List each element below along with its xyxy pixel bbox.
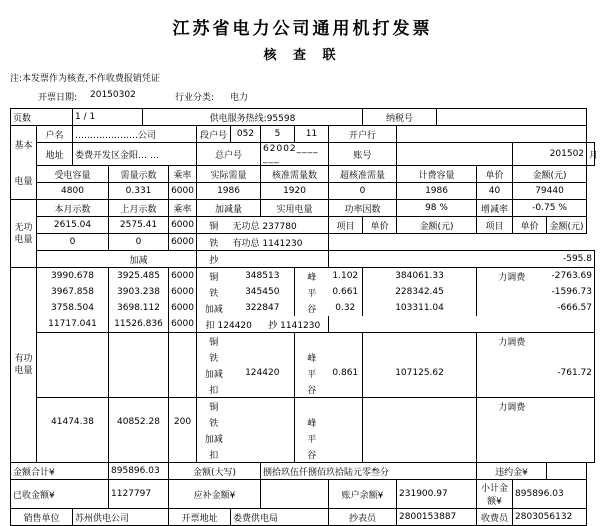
wugong-r1-金额: 金额(元) xyxy=(397,217,477,234)
invoice-page xyxy=(0,14,605,524)
yg-b2-v4 xyxy=(231,381,295,398)
yg-b3-c2-blank xyxy=(109,398,169,415)
segment-value-2: 5 xyxy=(261,126,295,143)
wugong-r3-blank1 xyxy=(37,251,109,268)
subtotal-label: 小计金额¥ xyxy=(477,480,513,509)
received-label: 已收金额¥ xyxy=(11,480,109,509)
account-value xyxy=(397,126,587,143)
yg-r4-c4: 扣 124420 xyxy=(197,316,261,333)
yg-b2-blank6 xyxy=(169,349,197,365)
yg-b2-label-1: 铜 xyxy=(197,333,231,350)
table-row xyxy=(11,183,595,200)
th-加减量: 加减量 xyxy=(197,200,261,217)
basic-left-label-2-text: 电量 xyxy=(14,177,33,188)
wugong-r2-blank xyxy=(329,234,595,251)
th-需量示数: 需量示数 xyxy=(109,166,169,183)
table-row xyxy=(11,398,595,415)
th-上月示数: 上月示数 xyxy=(109,200,169,217)
yg-r2-c3: 6000 xyxy=(169,284,197,300)
date-value: 20150302 xyxy=(90,90,136,100)
wugong-r2-c5: 有功总 1141230 xyxy=(231,234,329,251)
td-计费容量: 1986 xyxy=(397,183,477,200)
yg-b2-blank11 xyxy=(109,381,169,398)
bank-value xyxy=(397,143,513,166)
yg-b3-v3 xyxy=(231,430,295,446)
yg-b3-fee-b6 xyxy=(477,446,547,463)
yg-r1-c7: 1.102 xyxy=(329,268,363,285)
th-计费容量: 计费容量 xyxy=(397,166,477,183)
capital-label: 金额(大写) xyxy=(169,463,261,480)
td-需量示数: 0.331 xyxy=(109,183,169,200)
basic-left-label-2 xyxy=(11,166,37,200)
yg-b2-peak-blank xyxy=(295,333,329,350)
subtotal-value: 895896.03 xyxy=(513,480,587,509)
basic-left-label xyxy=(11,126,37,166)
yougong-left-label-text: 有功 xyxy=(14,354,33,364)
wugong-r3-加减: 加减 xyxy=(109,251,169,268)
td-受电容量: 4800 xyxy=(37,183,109,200)
yg-b2-fee-value: -761.72 xyxy=(547,365,595,381)
yg-b2-blank1 xyxy=(37,333,109,350)
yg-r2-c1: 3967.858 xyxy=(37,284,109,300)
yg-b2-price-1 xyxy=(329,349,363,365)
wugong-amount: -595.8 xyxy=(513,251,595,268)
yg-b3-v2 xyxy=(231,414,295,430)
basic-left-label-text: 基本 xyxy=(14,140,33,151)
yg-r4-c5: 抄 1141230 xyxy=(261,316,329,333)
table-row xyxy=(11,381,595,398)
yg-r1-c3: 6000 xyxy=(169,268,197,285)
account-label: 开户行 xyxy=(329,126,397,143)
td-乘率: 6000 xyxy=(169,183,197,200)
yg-r3-c1: 3758.504 xyxy=(37,300,109,316)
yg-r2-c10: -1596.73 xyxy=(547,284,595,300)
hotline-label: 供电服务热线:95598 xyxy=(143,109,363,126)
yg-r1-c6: 峰 xyxy=(295,268,329,285)
note-text: 注:本发票作为核查,不作收费报销凭证 xyxy=(10,74,160,84)
open-place-value: 娄费供电局 xyxy=(231,509,329,526)
wugong-r1-c4: 铜 xyxy=(197,217,231,234)
yg-b2-fee-blank3 xyxy=(547,349,595,365)
period-unit: 月 xyxy=(587,143,595,166)
yg-b3-peak-2: 平 xyxy=(295,430,329,446)
yg-r4-c3: 6000 xyxy=(169,316,197,333)
yg-b3-amt-1 xyxy=(363,414,477,430)
wugong-r3-抄: 抄 xyxy=(197,251,231,268)
yg-b2-price-blank xyxy=(329,333,363,350)
yg-b2-fee-blank5 xyxy=(477,381,547,398)
yg-r2-c6: 平 xyxy=(295,284,329,300)
yg-b3-fee-b2 xyxy=(477,414,547,430)
yg-b2-amt-blank xyxy=(363,333,477,350)
wugong-r3-blank3 xyxy=(231,251,329,268)
table-row xyxy=(11,109,595,126)
yg-b3-label-4: 扣 xyxy=(197,446,231,463)
yg-b2-fee-blank2 xyxy=(477,349,547,365)
yg-r2-c5: 345450 xyxy=(231,284,295,300)
yg-b3-c1b xyxy=(37,430,109,446)
yg-b2-blank4 xyxy=(37,349,109,365)
yg-b3-fee-label: 力调费 xyxy=(477,398,547,415)
total-no-label: 总户号 xyxy=(197,143,261,166)
yg-r1-c9: 力调费 xyxy=(477,268,547,285)
table-row xyxy=(11,430,595,446)
yg-b2-fee-blank6 xyxy=(547,381,595,398)
yg-b2-peak-2: 平 xyxy=(295,365,329,381)
yg-b2-fee-blank xyxy=(547,333,595,350)
table-row xyxy=(11,463,595,480)
yg-b3-fee-b3 xyxy=(547,414,595,430)
yg-b3-peak-1: 峰 xyxy=(295,414,329,430)
td-增减率-value: -0.75 % xyxy=(513,200,587,217)
page-value: 1 / 1 xyxy=(73,109,143,126)
table-row xyxy=(11,200,595,217)
table-row xyxy=(11,300,595,316)
yg-r2-c8: 228342.45 xyxy=(363,284,477,300)
yg-r3-c2: 3698.112 xyxy=(109,300,169,316)
yg-b2-blank9 xyxy=(169,365,197,381)
yg-b3-label-1: 铜 xyxy=(197,398,231,415)
yg-r3-c10: -666.57 xyxy=(547,300,595,316)
period-value: 201502 xyxy=(513,143,587,166)
th-本月示数: 本月示数 xyxy=(37,200,109,217)
industry-value: 电力 xyxy=(230,93,249,103)
date-label: 开票日期: xyxy=(38,93,78,103)
yg-b2-label-4: 扣 xyxy=(197,381,231,398)
balance-label: 账户余额¥ xyxy=(329,480,397,509)
yg-b2-blank12 xyxy=(169,381,197,398)
yg-b2-amt-1 xyxy=(363,349,477,365)
yg-b2-price-2: 0.861 xyxy=(329,365,363,381)
yg-r1-c8: 384061.33 xyxy=(363,268,477,285)
page-label: 页数 xyxy=(11,109,73,126)
th-实际需量: 实际需量 xyxy=(197,166,261,183)
supplement-value xyxy=(261,480,329,509)
yougong-left-label xyxy=(11,268,37,463)
cashier-value: 2803056132 xyxy=(513,509,587,526)
yg-b3-price-3 xyxy=(329,446,363,463)
th-超核准需量: 超核准需量 xyxy=(329,166,397,183)
seller-label: 销售单位 xyxy=(11,509,73,526)
yougong-left-label-text-2: 电量 xyxy=(14,366,33,376)
yg-b3-price-2 xyxy=(329,430,363,446)
yg-b3-price-blank xyxy=(329,398,363,415)
yg-b2-price-3 xyxy=(329,381,363,398)
wugong-r2-c4: 铁 xyxy=(197,234,231,251)
table-row xyxy=(11,349,595,365)
table-row xyxy=(11,414,595,430)
wugong-r1-c3: 6000 xyxy=(169,217,197,234)
address-value: 娄费开发区金阳… … xyxy=(73,143,197,166)
meter-reader-label: 抄表员 xyxy=(329,509,397,526)
th-金额: 金额(元) xyxy=(513,166,587,183)
segment-value-3: 11 xyxy=(295,126,329,143)
yg-b3-fee-b4 xyxy=(477,430,547,446)
taxno-value xyxy=(437,109,587,126)
td-单价: 40 xyxy=(477,183,513,200)
td-核准需量数: 1920 xyxy=(261,183,329,200)
yg-r4-c1: 11717.041 xyxy=(37,316,109,333)
table-row xyxy=(11,284,595,300)
yg-b2-blank2 xyxy=(109,333,169,350)
yg-b3-amt-blank xyxy=(363,398,477,415)
yg-b3-v1 xyxy=(231,398,295,415)
wugong-r2-c2: 0 xyxy=(109,234,169,251)
wugong-r1-项目: 项目 xyxy=(329,217,363,234)
wugong-r3-blank2 xyxy=(169,251,197,268)
yg-b2-blank8 xyxy=(109,365,169,381)
customer-name-label: 户名 xyxy=(37,126,73,143)
table-row xyxy=(11,480,595,509)
table-row xyxy=(11,509,595,526)
yg-b3-peak-3: 谷 xyxy=(295,446,329,463)
yg-b2-blank3 xyxy=(169,333,197,350)
received-value: 1127797 xyxy=(109,480,169,509)
yg-b3-c1-blank xyxy=(37,398,109,415)
yg-b3-c1: 41474.38 xyxy=(37,414,109,430)
th-实用电量: 实用电量 xyxy=(261,200,329,217)
wugong-r1-单价-2: 单价 xyxy=(513,217,547,234)
segment-value: 052 xyxy=(231,126,261,143)
yg-r1-c5: 348513 xyxy=(231,268,295,285)
wugong-left-label-text-2: 电量 xyxy=(14,234,33,245)
yg-b3-c3c xyxy=(169,446,197,463)
wugong-left-label xyxy=(11,200,37,268)
address-label: 地址 xyxy=(37,143,73,166)
header-line-1 xyxy=(10,90,595,103)
cashier-label: 收费员 xyxy=(477,509,513,526)
total-label: 金额合计¥ xyxy=(11,463,109,480)
capital-value: 捌拾玖伍仟捌佰玖拾陆元零叁分 xyxy=(261,463,477,480)
penalty-label: 违约金¥ xyxy=(477,463,547,480)
yg-b3-price-1 xyxy=(329,414,363,430)
th-单价: 单价 xyxy=(477,166,513,183)
meter-reader-value: 2800153887 xyxy=(397,509,477,526)
table-row xyxy=(11,126,595,143)
yg-r2-c2: 3903.238 xyxy=(109,284,169,300)
table-row xyxy=(11,251,595,268)
th-增减率: 增减率 xyxy=(477,200,513,217)
customer-name-value: …………………公司 xyxy=(73,126,197,143)
yg-b2-amt-3 xyxy=(363,381,477,398)
yg-b2-v2 xyxy=(231,349,295,365)
wugong-r1-c1: 2615.04 xyxy=(37,217,109,234)
page-subtitle: 核 查 联 xyxy=(263,48,342,63)
yg-r1-c4: 铜 xyxy=(197,268,231,285)
yg-b2-blank5 xyxy=(109,349,169,365)
yg-r4-c2: 11526.836 xyxy=(109,316,169,333)
yg-b3-amt-2 xyxy=(363,430,477,446)
yg-r3-c3: 6000 xyxy=(169,300,197,316)
yg-b3-c2c xyxy=(109,446,169,463)
yg-b3-c3: 200 xyxy=(169,414,197,430)
yg-b3-c2: 40852.28 xyxy=(109,414,169,430)
yg-b2-peak-1: 峰 xyxy=(295,349,329,365)
taxno-label: 纳税号 xyxy=(363,109,437,126)
table-row xyxy=(11,234,595,251)
yg-b3-peak-blank xyxy=(295,398,329,415)
segment-label: 段户号 xyxy=(197,126,231,143)
yg-r3-c9 xyxy=(477,300,547,316)
yg-b3-v4 xyxy=(231,446,295,463)
yg-b3-fee-b5 xyxy=(547,430,595,446)
th-核准需量数: 核准需量数 xyxy=(261,166,329,183)
td-功率因数-value: 98 % xyxy=(397,200,477,217)
page-title: 江苏省电力公司通用机打发票 xyxy=(172,19,433,39)
yg-r2-c9 xyxy=(477,284,547,300)
th-乘率: 乘率 xyxy=(169,166,197,183)
yg-b2-v1 xyxy=(231,333,295,350)
yg-b3-fee-blank xyxy=(547,398,595,415)
seller-value: 苏州供电公司 xyxy=(73,509,169,526)
table-row xyxy=(11,446,595,463)
yg-b3-c1c xyxy=(37,446,109,463)
yg-r1-c10: -2763.69 xyxy=(547,268,595,285)
wugong-r1-c5: 无功总 237780 xyxy=(231,217,329,234)
yg-b2-blank10 xyxy=(37,381,109,398)
bank-label: 账号 xyxy=(329,143,397,166)
td-超核准需量: 0 xyxy=(329,183,397,200)
yg-r3-c4: 加减 xyxy=(197,300,231,316)
yg-r3-c5: 322847 xyxy=(231,300,295,316)
yg-b2-peak-3: 谷 xyxy=(295,381,329,398)
th-乘率-2: 乘率 xyxy=(169,200,197,217)
yg-r3-c6: 谷 xyxy=(295,300,329,316)
table-row xyxy=(11,333,595,350)
td-实际需量: 1986 xyxy=(197,183,261,200)
yg-b2-blank7 xyxy=(37,365,109,381)
wugong-r1-c2: 2575.41 xyxy=(109,217,169,234)
yg-b2-label-3: 加减 xyxy=(197,365,231,381)
yg-b2-label-2: 铁 xyxy=(197,349,231,365)
table-row xyxy=(11,217,595,234)
yg-b3-c2b xyxy=(109,430,169,446)
invoice-table xyxy=(10,108,599,526)
table-row xyxy=(11,268,595,285)
open-place-label: 开票地址 xyxy=(169,509,231,526)
td-金额: 79440 xyxy=(513,183,587,200)
yg-r1-c2: 3925.485 xyxy=(109,268,169,285)
industry-label: 行业分类: xyxy=(175,93,215,103)
yg-b3-c3-blank xyxy=(169,398,197,415)
wugong-r1-单价: 单价 xyxy=(363,217,397,234)
total-value: 895896.03 xyxy=(109,463,169,480)
total-no-value: 62002____ ___ xyxy=(261,143,329,166)
th-功率因数: 功率因数 xyxy=(329,200,397,217)
yg-r2-c4: 铁 xyxy=(197,284,231,300)
yg-r3-c8: 103311.04 xyxy=(363,300,477,316)
wugong-r2-c1: 0 xyxy=(37,234,109,251)
penalty-value xyxy=(547,463,587,480)
yg-r2-c7: 0.661 xyxy=(329,284,363,300)
wugong-r1-项目-2: 项目 xyxy=(477,217,513,234)
wugong-r2-c3: 6000 xyxy=(169,234,197,251)
balance-value: 231900.97 xyxy=(397,480,477,509)
yg-r3-c7: 0.32 xyxy=(329,300,363,316)
yg-b2-v3: 124420 xyxy=(231,365,295,381)
yg-r1-c1: 3990.678 xyxy=(37,268,109,285)
yg-b3-c3b xyxy=(169,430,197,446)
table-row xyxy=(11,166,595,183)
table-row xyxy=(11,143,595,166)
yg-b3-fee-b7 xyxy=(547,446,595,463)
yg-r4-blank xyxy=(329,316,595,333)
supplement-label: 应补金额¥ xyxy=(169,480,261,509)
yg-b2-amt-2: 107125.62 xyxy=(363,365,477,381)
wugong-r3-blank4 xyxy=(329,251,513,268)
yg-b3-amt-3 xyxy=(363,446,477,463)
wugong-left-label-text: 无功 xyxy=(14,222,33,233)
yg-b3-label-3: 加减 xyxy=(197,430,231,446)
yg-b2-fee-blank4 xyxy=(477,365,547,381)
table-row xyxy=(11,365,595,381)
th-受电容量: 受电容量 xyxy=(37,166,109,183)
yg-b3-label-2: 铁 xyxy=(197,414,231,430)
wugong-r1-金额-2: 金额(元) xyxy=(547,217,587,234)
table-row xyxy=(11,316,595,333)
yg-b2-fee-label: 力调费 xyxy=(477,333,547,350)
